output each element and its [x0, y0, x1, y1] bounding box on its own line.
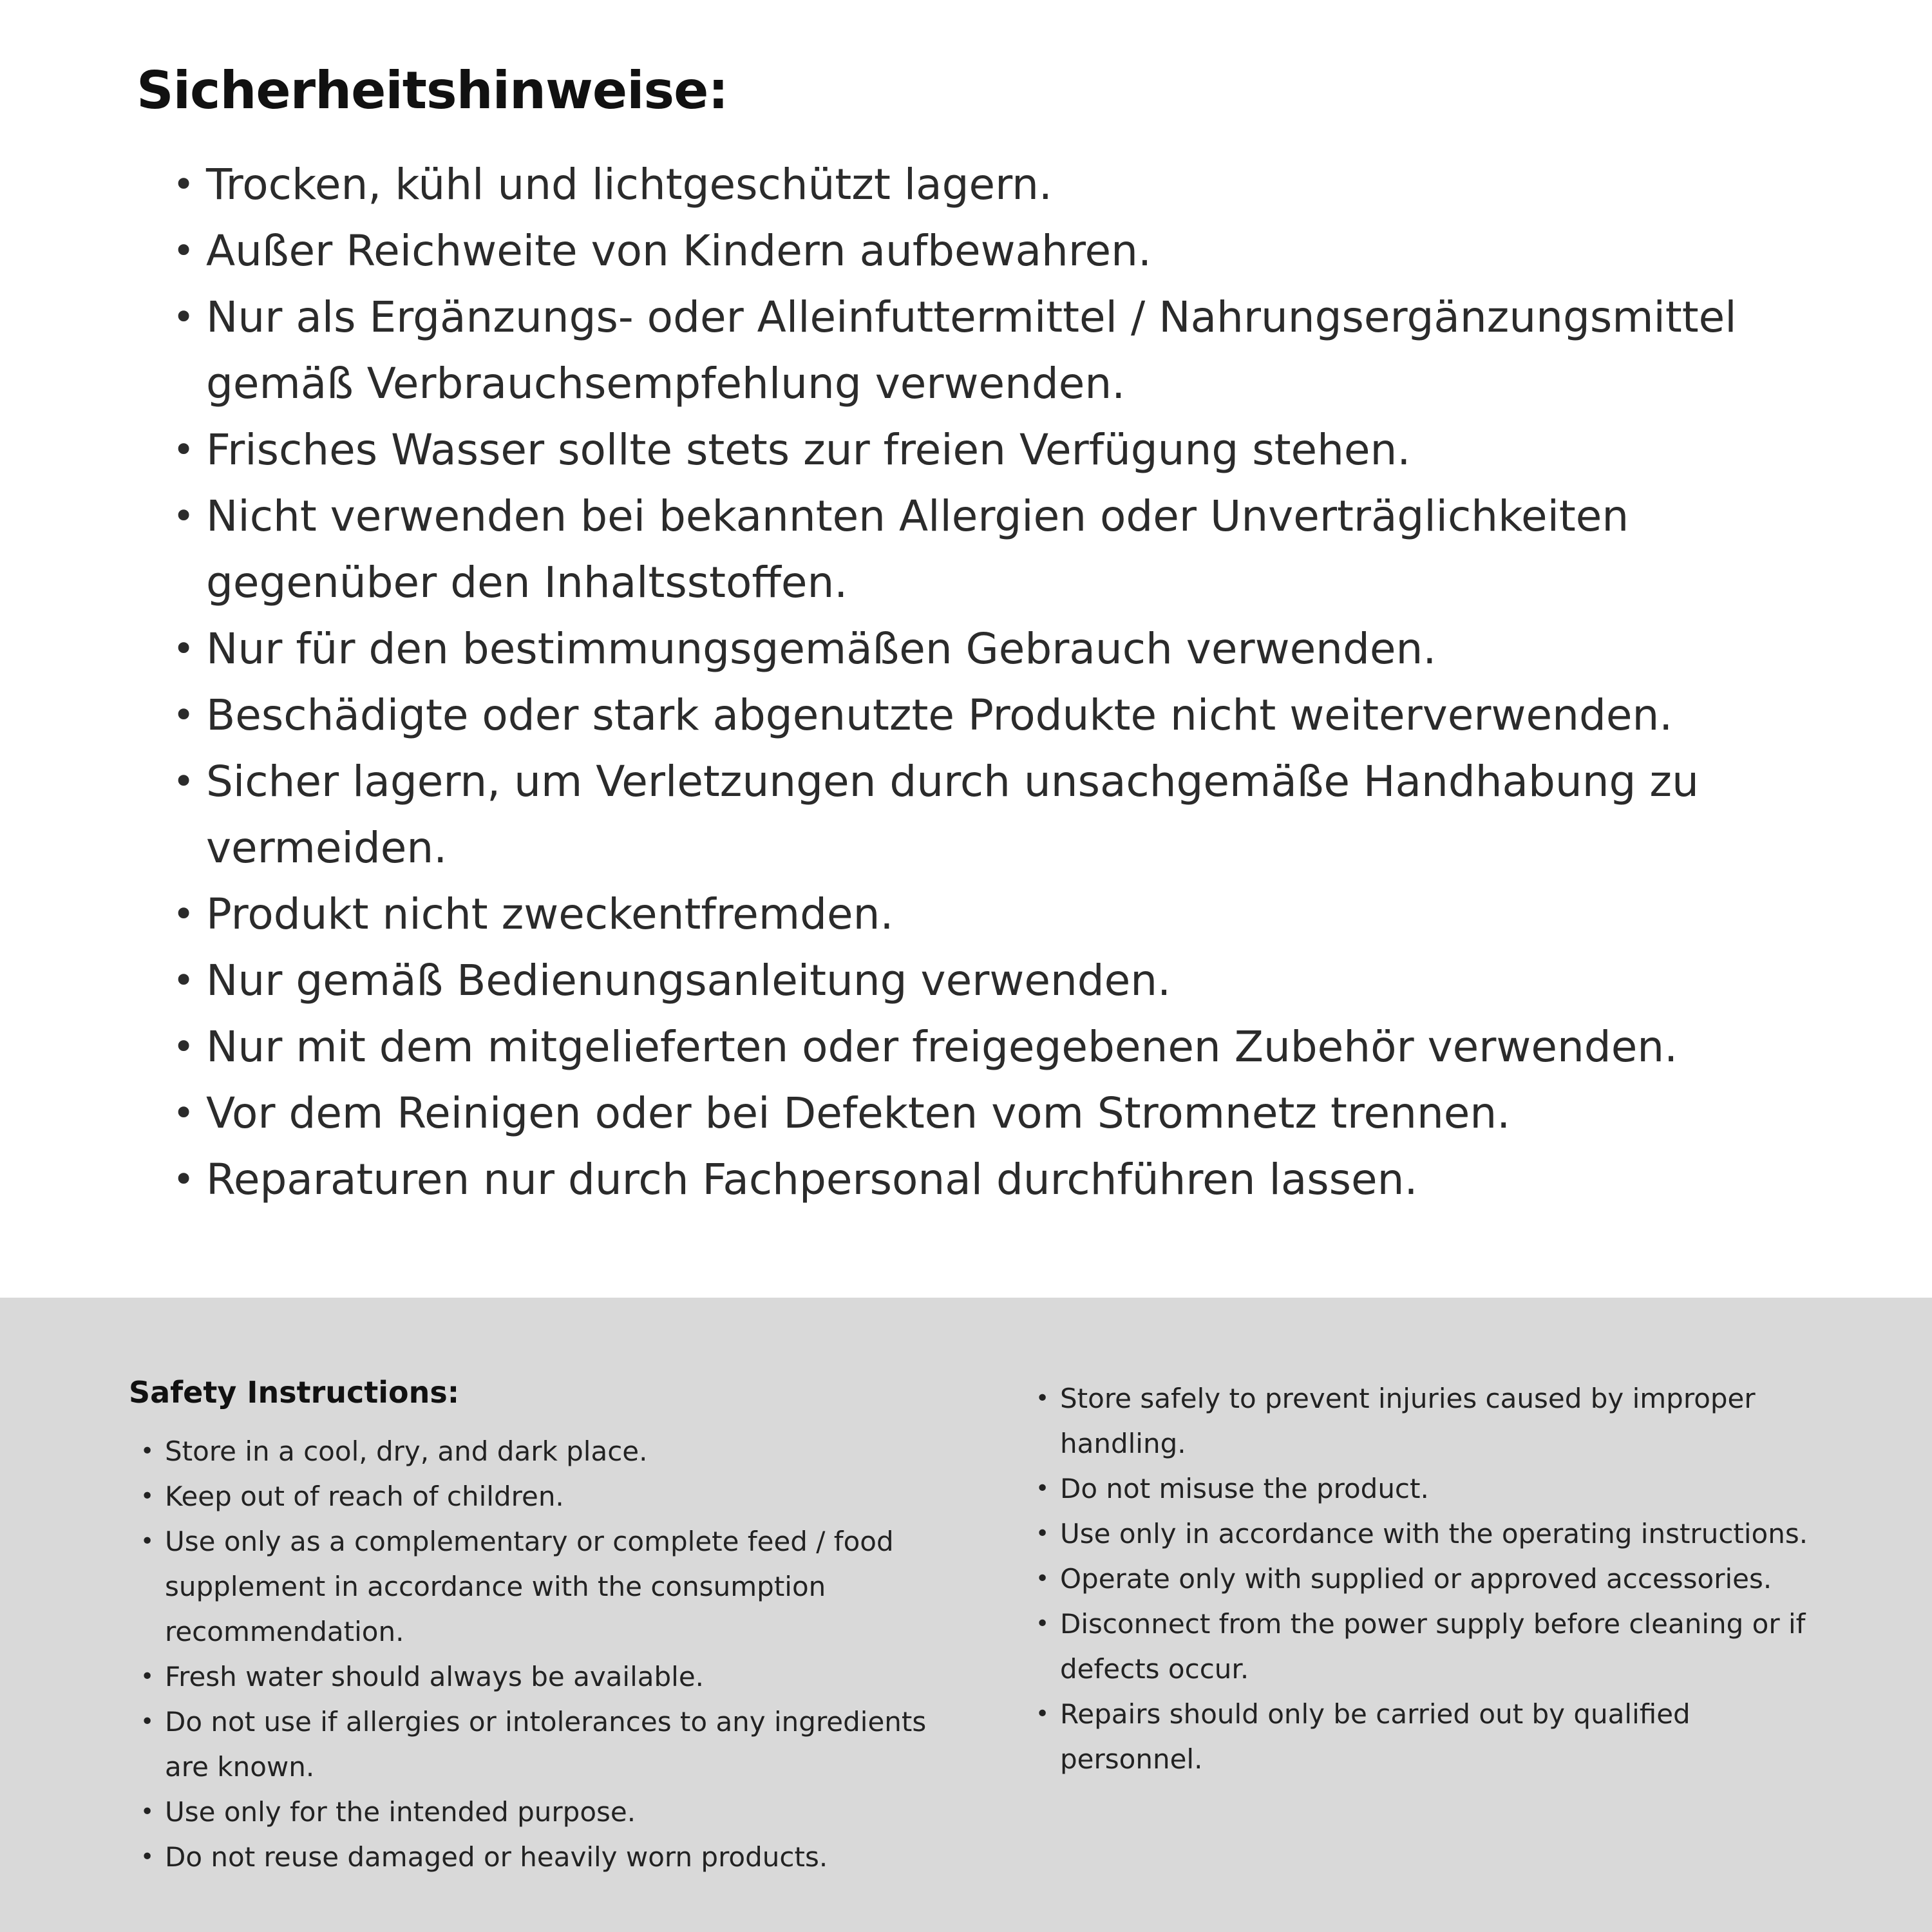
list-item: • Nur für den bestimmungsgemäßen Gebrauch verwenden.	[169, 616, 1798, 682]
list-item: • Nur mit dem mitgelieferten oder freigegebenen Zubehör verwenden.	[169, 1014, 1798, 1080]
english-title: Safety Instructions:	[129, 1375, 460, 1410]
list-item: • Store in a cool, dry, and dark place.	[129, 1429, 934, 1474]
english-section	[0, 1298, 1932, 1932]
list-item: • Do not misuse the product.	[1024, 1466, 1829, 1511]
list-item: • Nur als Ergänzungs- oder Alleinfuttermittel / Nahrungsergänzungsmittel gemäß Verbrauchsempfehlung verwenden.	[169, 284, 1798, 417]
list-item: • Vor dem Reinigen oder bei Defekten vom Stromnetz trennen.	[169, 1080, 1798, 1146]
english-left-list	[129, 1429, 934, 1880]
list-item: • Use only as a complementary or complete feed / food supplement in accordance with the consumption recommendation.	[129, 1519, 934, 1654]
english-right-list	[1024, 1376, 1829, 1782]
list-item: • Außer Reichweite von Kindern aufbewahren.	[169, 218, 1798, 284]
list-item: • Produkt nicht zweckentfremden.	[169, 881, 1798, 947]
list-item: • Store safely to prevent injuries caused by improper handling.	[1024, 1376, 1829, 1466]
list-item: • Reparaturen nur durch Fachpersonal durchführen lassen.	[169, 1146, 1798, 1213]
list-item: • Use only for the intended purpose.	[129, 1790, 934, 1835]
list-item: • Nicht verwenden bei bekannten Allergien oder Unverträglichkeiten gegenüber den Inhaltsstoffen.	[169, 483, 1798, 616]
german-title: Sicherheitshinweise:	[137, 61, 728, 120]
list-item: • Trocken, kühl und lichtgeschützt lagern.	[169, 151, 1798, 218]
list-item: • Sicher lagern, um Verletzungen durch unsachgemäße Handhabung zu vermeiden.	[169, 748, 1798, 881]
list-item: • Use only in accordance with the operating instructions.	[1024, 1511, 1829, 1557]
list-item: • Repairs should only be carried out by qualified personnel.	[1024, 1692, 1829, 1782]
list-item: • Frisches Wasser sollte stets zur freien Verfügung stehen.	[169, 417, 1798, 483]
list-item: • Keep out of reach of children.	[129, 1474, 934, 1519]
english-left-column	[129, 1374, 934, 1880]
list-item: • Fresh water should always be available.	[129, 1654, 934, 1700]
english-right-column	[1024, 1374, 1829, 1782]
german-list	[137, 151, 1798, 1213]
list-item: • Do not use if allergies or intolerances to any ingredients are known.	[129, 1700, 934, 1790]
list-item: • Beschädigte oder stark abgenutzte Produkte nicht weiterverwenden.	[169, 682, 1798, 748]
list-item: • Operate only with supplied or approved accessories.	[1024, 1557, 1829, 1602]
list-item: • Disconnect from the power supply before cleaning or if defects occur.	[1024, 1602, 1829, 1692]
list-item: • Do not reuse damaged or heavily worn products.	[129, 1835, 934, 1880]
list-item: • Nur gemäß Bedienungsanleitung verwenden.	[169, 947, 1798, 1014]
